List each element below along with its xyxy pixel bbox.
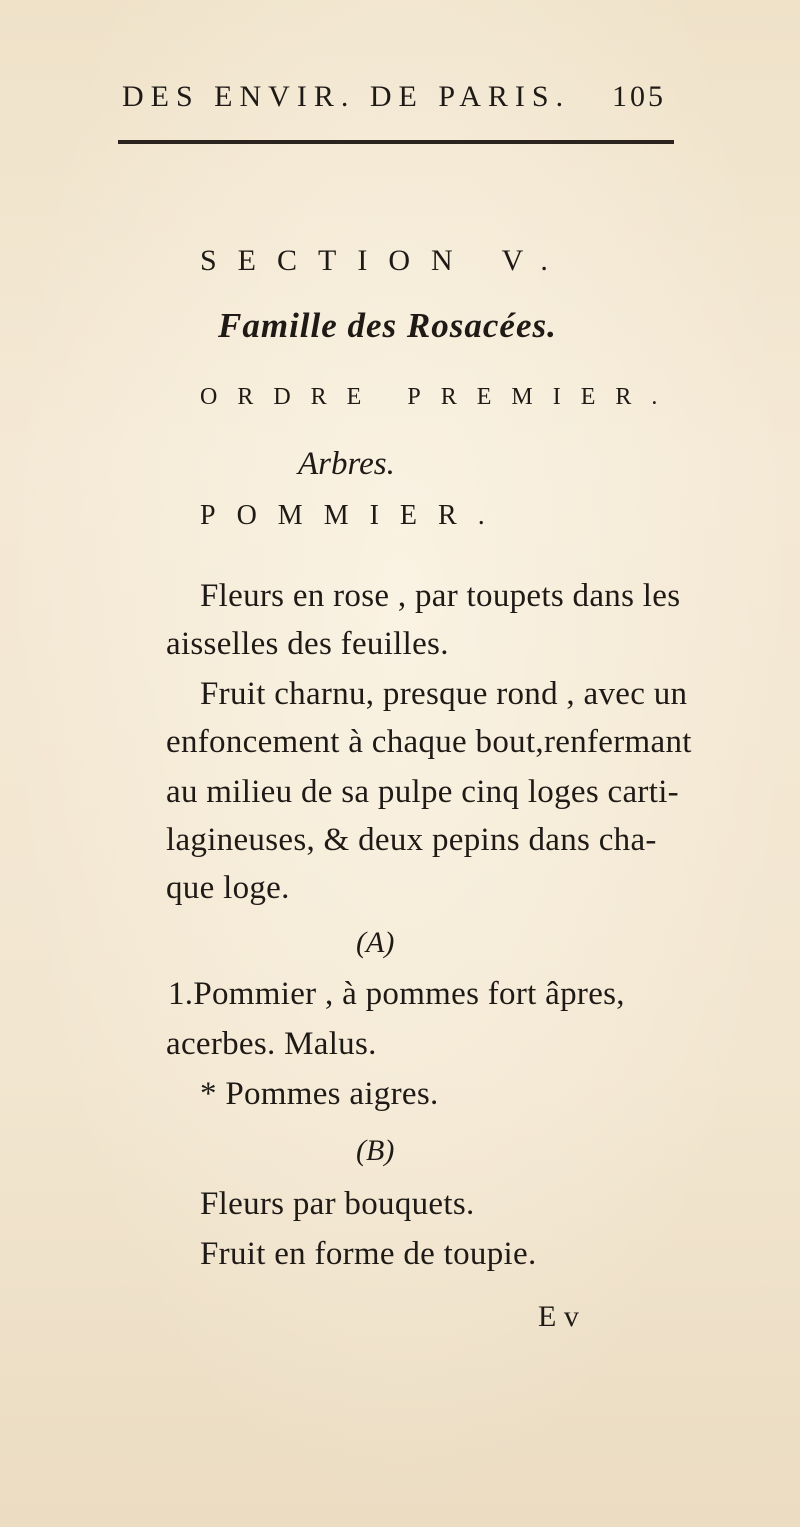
genus-title: POMMIER. — [200, 500, 506, 531]
body-line: Fleurs en rose , par toupets dans les — [200, 578, 681, 614]
header-rule — [118, 140, 674, 144]
species-line: 1.Pommier , à pommes fort âpres, — [168, 976, 625, 1012]
order-heading: ORDRE PREMIER. — [200, 384, 678, 410]
body-line: enfoncement à chaque bout,renfermant — [166, 724, 692, 760]
body-line: Fleurs par bouquets. — [200, 1186, 475, 1222]
species-line: * Pommes aigres. — [200, 1076, 439, 1112]
body-line: aisselles des feuilles. — [166, 626, 449, 662]
catchword: E v — [538, 1300, 579, 1333]
page-number: 105 — [612, 80, 666, 113]
family-heading: Famille des Rosacées. — [218, 306, 557, 345]
species-line: acerbes. Malus. — [166, 1026, 377, 1062]
body-line: Fruit en forme de toupie. — [200, 1236, 537, 1272]
subdivision-marker-b: (B) — [356, 1134, 395, 1167]
body-line: au milieu de sa pulpe cinq loges carti- — [166, 774, 679, 810]
body-line: que loge. — [166, 870, 290, 906]
subdivision-marker-a: (A) — [356, 926, 395, 959]
running-header: DES ENVIR. DE PARIS. — [122, 80, 571, 113]
body-line: Fruit charnu, presque rond , avec un — [200, 676, 688, 712]
body-line: lagineuses, & deux pepins dans cha- — [166, 822, 657, 858]
subheading-arbres: Arbres. — [298, 446, 395, 482]
section-heading: SECTION V. — [200, 244, 569, 277]
